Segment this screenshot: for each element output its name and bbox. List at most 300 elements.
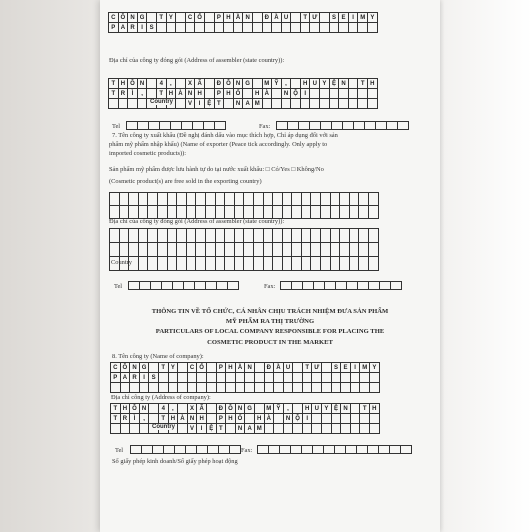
- char-box: Đ: [263, 13, 273, 23]
- char-box: Đ: [265, 363, 275, 373]
- char-box: H: [370, 404, 380, 414]
- char-box: [254, 257, 264, 271]
- char-box: [234, 23, 244, 33]
- char-box: [205, 13, 215, 23]
- char-box: [273, 193, 283, 206]
- exporter-label-line-1: 7. Tên công ty xuất khẩu (Đề nghị đánh dấu vào mục thích hợp, Chỉ áp dụng đối với sản: [112, 132, 338, 139]
- char-box: [187, 257, 197, 271]
- char-box: T: [157, 89, 167, 99]
- char-box: T: [159, 363, 169, 373]
- char-box: [244, 257, 254, 271]
- char-box: [216, 243, 226, 257]
- char-box: [245, 383, 255, 393]
- section-title-vi-1: THÔNG TIN VỀ TỔ CHỨC, CÁ NHÂN CHỊU TRÁCH NHIỆM ĐƯA SẢN PHẨM: [151, 308, 389, 315]
- char-box: [369, 206, 379, 219]
- free-sale-question-en: (Cosmetic product(s) are free sold in the exporting country): [109, 178, 262, 185]
- char-box: [350, 229, 360, 243]
- char-box: Y: [368, 13, 378, 23]
- exporter-label-line-3: imported cosmetic products)):: [109, 150, 187, 157]
- char-box: [217, 373, 227, 383]
- char-box: M: [265, 404, 275, 414]
- char-box: [321, 257, 331, 271]
- char-box: H: [121, 404, 131, 414]
- char-box: [254, 193, 264, 206]
- char-box: Đ: [217, 404, 227, 414]
- char-box: N: [284, 414, 294, 424]
- char-box: [245, 414, 255, 424]
- char-box: [215, 23, 225, 33]
- char-box: [332, 414, 342, 424]
- char-box: [351, 383, 361, 393]
- local-fax-boxes[interactable]: [257, 445, 412, 454]
- char-box: [331, 206, 341, 219]
- char-box: Y: [322, 404, 332, 414]
- char-box: Ư: [312, 363, 322, 373]
- exporter-fax-boxes[interactable]: [280, 281, 402, 290]
- char-box: Ệ: [205, 99, 215, 109]
- char-box: T: [303, 363, 313, 373]
- char-box: [291, 79, 301, 89]
- char-box: [244, 243, 254, 257]
- local-company-label: 8. Tên công ty (Name of company):: [112, 353, 204, 360]
- char-box: H: [301, 79, 311, 89]
- char-box: [235, 193, 245, 206]
- char-box: [265, 383, 275, 393]
- char-box: T: [358, 79, 368, 89]
- char-box: N: [243, 13, 253, 23]
- char-box: [206, 243, 216, 257]
- char-box: [236, 373, 246, 383]
- char-box: Ô: [224, 79, 234, 89]
- assembler-address-label: Địa chỉ của công ty đóng gói (Address of assembler (state country)):: [109, 57, 285, 64]
- exporter-fax-label: Fax:: [264, 283, 276, 290]
- char-box: I: [197, 424, 207, 434]
- char-box: I: [138, 23, 148, 33]
- char-box: [158, 193, 168, 206]
- char-box: [255, 404, 265, 414]
- char-box: [188, 373, 198, 383]
- char-box: [331, 257, 341, 271]
- char-box: X: [188, 404, 198, 414]
- char-box: [292, 206, 302, 219]
- char-box: M: [255, 424, 265, 434]
- char-box: Y: [167, 13, 177, 23]
- char-box: [148, 243, 158, 257]
- char-box: N: [236, 424, 246, 434]
- char-box: [293, 383, 303, 393]
- char-box: Ô: [130, 404, 140, 414]
- business-license-label: Số giấy phép kinh doanh/Số giấy phép hoạt động: [112, 458, 238, 465]
- char-box: I: [195, 99, 205, 109]
- char-box: [369, 193, 379, 206]
- char-box: [369, 243, 379, 257]
- char-box: [291, 99, 301, 109]
- exporter-label-line-2: phẩm mỹ phẩm nhập khẩu) (Name of exporter (Peace tick accordingly. Only apply to: [109, 141, 328, 148]
- char-box: [263, 23, 273, 33]
- fax-boxes[interactable]: [276, 121, 409, 130]
- char-box: [169, 383, 179, 393]
- char-box: [358, 99, 368, 109]
- char-box: [177, 243, 187, 257]
- char-box: [265, 424, 275, 434]
- char-box: [292, 193, 302, 206]
- char-box: [272, 89, 282, 99]
- char-box: A: [121, 373, 131, 383]
- char-box: [359, 229, 369, 243]
- char-box: [272, 99, 282, 109]
- char-box: [293, 404, 303, 414]
- char-box: [149, 363, 159, 373]
- char-box: [370, 414, 380, 424]
- char-box: S: [330, 13, 340, 23]
- char-box: [187, 193, 197, 206]
- char-box: [360, 383, 370, 393]
- char-box: [205, 79, 215, 89]
- char-box: [207, 363, 217, 373]
- char-box: [216, 257, 226, 271]
- char-box: [195, 23, 205, 33]
- char-box: [303, 383, 313, 393]
- char-box: [302, 257, 312, 271]
- char-box: [186, 23, 196, 33]
- char-box: E: [341, 363, 351, 373]
- char-box: [302, 193, 312, 206]
- char-box: [176, 23, 186, 33]
- char-box: ,: [138, 89, 148, 99]
- char-box: [302, 243, 312, 257]
- char-box: [293, 363, 303, 373]
- char-box: Ã: [197, 404, 207, 414]
- char-box: [120, 229, 130, 243]
- char-box: [368, 99, 378, 109]
- char-box: [119, 99, 129, 109]
- char-box: Ỹ: [274, 404, 284, 414]
- char-box: [235, 257, 245, 271]
- section-title-en-2: COSMETIC PRODUCT IN THE MARKET: [207, 339, 333, 346]
- char-box: [207, 404, 217, 414]
- char-box: [331, 243, 341, 257]
- exporter-tel-label: Tel: [114, 283, 123, 290]
- local-company-name-grid: [110, 362, 380, 393]
- char-box: [188, 383, 198, 393]
- char-box: [360, 414, 370, 424]
- char-box: [302, 206, 312, 219]
- char-box: [360, 373, 370, 383]
- char-box: [340, 257, 350, 271]
- char-box: X: [186, 79, 196, 89]
- char-box: ,: [169, 404, 179, 414]
- char-box: [284, 373, 294, 383]
- char-box: [187, 243, 197, 257]
- char-box: S: [332, 363, 342, 373]
- char-box: [332, 424, 342, 434]
- char-box: [206, 257, 216, 271]
- char-box: [321, 206, 331, 219]
- char-box: À: [178, 414, 188, 424]
- local-tel-boxes[interactable]: [130, 445, 241, 454]
- char-box: Ổ: [197, 363, 207, 373]
- char-box: [349, 89, 359, 99]
- char-box: Ô: [226, 404, 236, 414]
- char-box: [167, 23, 177, 33]
- char-box: [177, 193, 187, 206]
- local-fax-label: Fax:: [241, 447, 253, 454]
- char-box: [216, 229, 226, 243]
- char-box: C: [111, 363, 121, 373]
- char-box: [320, 23, 330, 33]
- char-box: [226, 383, 236, 393]
- char-box: Ệ: [332, 404, 342, 414]
- char-box: Đ: [215, 79, 225, 89]
- exporter-country-label: Country: [111, 259, 132, 266]
- char-box: [176, 99, 186, 109]
- char-box: [130, 383, 140, 393]
- char-box: Ố: [234, 89, 244, 99]
- char-box: Ầ: [274, 363, 284, 373]
- char-box: [243, 23, 253, 33]
- char-box: [197, 373, 207, 383]
- char-box: [282, 99, 292, 109]
- char-box: [243, 89, 253, 99]
- char-box: [255, 363, 265, 373]
- char-box: N: [234, 79, 244, 89]
- char-box: M: [253, 99, 263, 109]
- char-box: [292, 229, 302, 243]
- char-box: [244, 229, 254, 243]
- char-box: T: [109, 79, 119, 89]
- char-box: [140, 383, 150, 393]
- char-box: [274, 414, 284, 424]
- char-box: [205, 23, 215, 33]
- char-box: T: [111, 414, 121, 424]
- char-box: Ổ: [195, 13, 205, 23]
- char-box: [217, 383, 227, 393]
- char-box: [139, 193, 149, 206]
- char-box: N: [341, 404, 351, 414]
- char-box: [331, 193, 341, 206]
- char-box: Y: [370, 363, 380, 373]
- char-box: [120, 243, 130, 257]
- char-box: H: [169, 414, 179, 424]
- char-box: Ỹ: [272, 79, 282, 89]
- char-box: [351, 414, 361, 424]
- char-box: [140, 424, 150, 434]
- char-box: [129, 243, 139, 257]
- char-box: [225, 243, 235, 257]
- char-box: Ộ: [293, 414, 303, 424]
- char-box: [369, 229, 379, 243]
- char-box: [159, 373, 169, 383]
- char-box: [351, 424, 361, 434]
- char-box: P: [215, 89, 225, 99]
- char-box: [148, 229, 158, 243]
- char-box: [128, 99, 138, 109]
- char-box: [358, 89, 368, 99]
- char-box: [322, 424, 332, 434]
- char-box: [130, 424, 140, 434]
- char-box: T: [360, 404, 370, 414]
- char-box: [177, 229, 187, 243]
- char-box: [273, 257, 283, 271]
- char-box: H: [167, 89, 177, 99]
- char-box: P: [111, 373, 121, 383]
- char-box: 4: [157, 79, 167, 89]
- char-box: ,: [282, 79, 292, 89]
- char-box: [293, 373, 303, 383]
- exporter-tel-boxes[interactable]: [128, 281, 239, 290]
- char-box: [253, 13, 263, 23]
- char-box: [322, 363, 332, 373]
- char-box: N: [128, 13, 138, 23]
- char-box: [148, 257, 158, 271]
- char-box: [321, 243, 331, 257]
- char-box: V: [186, 99, 196, 109]
- char-box: P: [217, 414, 227, 424]
- char-box: T: [159, 414, 169, 424]
- char-box: [176, 13, 186, 23]
- char-box: [147, 79, 157, 89]
- char-box: [272, 23, 282, 33]
- char-box: [291, 23, 301, 33]
- char-box: Y: [169, 363, 179, 373]
- char-box: [187, 229, 197, 243]
- char-box: R: [119, 89, 129, 99]
- char-box: [207, 414, 217, 424]
- char-box: [244, 193, 254, 206]
- char-box: [139, 257, 149, 271]
- char-box: R: [130, 373, 140, 383]
- char-box: [311, 257, 321, 271]
- char-box: [253, 79, 263, 89]
- char-box: [274, 383, 284, 393]
- char-box: [359, 206, 369, 219]
- char-box: [197, 383, 207, 393]
- char-box: R: [121, 414, 131, 424]
- char-box: [178, 373, 188, 383]
- char-box: [341, 424, 351, 434]
- char-box: C: [188, 363, 198, 373]
- char-box: [196, 193, 206, 206]
- char-box: Ư: [310, 13, 320, 23]
- char-box: [350, 243, 360, 257]
- char-box: H: [303, 404, 313, 414]
- char-box: [176, 79, 186, 89]
- char-box: [120, 193, 130, 206]
- char-box: H: [197, 414, 207, 424]
- char-box: [322, 373, 332, 383]
- char-box: [359, 243, 369, 257]
- char-box: H: [224, 13, 234, 23]
- char-box: [264, 229, 274, 243]
- char-box: [310, 99, 320, 109]
- char-box: [158, 229, 168, 243]
- char-box: [310, 89, 320, 99]
- char-box: ,: [167, 79, 177, 89]
- char-box: [332, 383, 342, 393]
- char-box: [301, 99, 311, 109]
- char-box: M: [263, 79, 273, 89]
- char-box: [340, 206, 350, 219]
- char-box: S: [147, 23, 157, 33]
- char-box: M: [358, 13, 368, 23]
- photo-background-right: [437, 0, 532, 532]
- char-box: [177, 257, 187, 271]
- char-box: I: [303, 414, 313, 424]
- char-box: [196, 243, 206, 257]
- char-box: H: [255, 414, 265, 424]
- char-box: [320, 13, 330, 23]
- char-box: [369, 257, 379, 271]
- char-box: [139, 229, 149, 243]
- char-box: [283, 257, 293, 271]
- char-box: T: [111, 404, 121, 414]
- char-box: [302, 229, 312, 243]
- char-box: [253, 23, 263, 33]
- char-box: [312, 424, 322, 434]
- char-box: N: [188, 414, 198, 424]
- char-box: [359, 257, 369, 271]
- char-box: Ì: [130, 414, 140, 424]
- char-box: N: [339, 79, 349, 89]
- char-box: [332, 373, 342, 383]
- char-box: N: [130, 363, 140, 373]
- char-box: [178, 424, 188, 434]
- char-box: [283, 229, 293, 243]
- char-box: H: [224, 89, 234, 99]
- char-box: [149, 404, 159, 414]
- char-box: [340, 193, 350, 206]
- char-box: [138, 99, 148, 109]
- char-box: P: [109, 23, 119, 33]
- char-box: [291, 13, 301, 23]
- char-box: [310, 23, 320, 33]
- char-box: [157, 23, 167, 33]
- char-box: [273, 243, 283, 257]
- char-box: [178, 363, 188, 373]
- char-box: [129, 229, 139, 243]
- company-name-grid: [108, 12, 378, 33]
- char-box: [158, 243, 168, 257]
- char-box: [274, 424, 284, 434]
- exporter-name-grid[interactable]: [109, 192, 379, 219]
- char-box: [312, 373, 322, 383]
- tel-boxes[interactable]: [126, 121, 226, 130]
- exporter-address-grid[interactable]: [109, 228, 379, 271]
- char-box: [225, 257, 235, 271]
- char-box: [254, 229, 264, 243]
- char-box: Y: [320, 79, 330, 89]
- char-box: [207, 373, 217, 383]
- char-box: [284, 383, 294, 393]
- char-box: [110, 229, 120, 243]
- char-box: [359, 193, 369, 206]
- char-box: [360, 424, 370, 434]
- char-box: I: [301, 89, 311, 99]
- char-box: E: [339, 13, 349, 23]
- char-box: [351, 373, 361, 383]
- char-box: [206, 193, 216, 206]
- char-box: N: [236, 404, 246, 414]
- char-box: C: [109, 13, 119, 23]
- char-box: [111, 383, 121, 393]
- tel-label: Tel: [112, 123, 121, 130]
- char-box: [330, 23, 340, 33]
- char-box: [311, 206, 321, 219]
- char-box: [196, 229, 206, 243]
- char-box: [330, 89, 340, 99]
- char-box: N: [245, 363, 255, 373]
- char-box: ,: [284, 404, 294, 414]
